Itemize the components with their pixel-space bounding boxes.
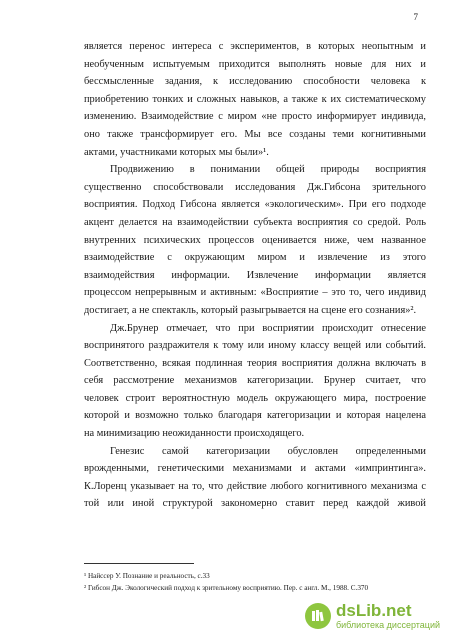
- text-line: на минимизацию неожиданности происходящего.: [84, 428, 305, 440]
- watermark: [305, 602, 440, 630]
- text-line: той или иной структурой закономерно ставит перед каждой живой: [84, 498, 426, 510]
- footnote-divider: [84, 563, 194, 564]
- text-line: процессом непрерывным и активным: «Восприятие – это то, чего индивид: [84, 287, 426, 299]
- footnote: ² Гибсон Дж. Экологический подход к зрительному восприятию. Пер. с англ. М., 1988. С.370: [84, 584, 369, 592]
- watermark-subtitle: библиотека диссертаций: [335, 620, 440, 630]
- text-line: воспринятого раздражителя к тому или иному классу вещей или событий.: [84, 340, 426, 352]
- watermark-brand: dsLib.net: [335, 601, 412, 620]
- footnotes: [84, 563, 426, 594]
- text-line: К.Лоренц указывает на то, что действие любого когнитивного механизма с: [84, 480, 426, 492]
- text-line: взаимодействия информации. Извлечение информации является: [84, 269, 426, 281]
- body-text: [84, 38, 426, 513]
- books-icon: [305, 603, 331, 629]
- paragraph-start-line: Продвижению в понимании общей природы восприятия: [110, 164, 426, 176]
- text-line: достигает, а не спектакль, который разыгрывается на сцене его сознания»².: [84, 304, 417, 316]
- text-line: взаимодействие с окружающим миром и извлечение из этого: [84, 252, 426, 264]
- paragraph-start-line: Генезис самой категоризации обусловлен определенными: [110, 445, 426, 457]
- text-line: актами, участниками которых мы были»¹.: [84, 146, 269, 158]
- text-line: изменению. Взаимодействие с миром «не просто информирует индивида,: [84, 111, 426, 123]
- text-line: себя рассмотрение механизмов категоризации. Брунер считает, что: [84, 375, 426, 387]
- text-line: является перенос интереса с экспериментов, в которых неопытным и: [84, 41, 426, 52]
- paragraph-start-line: Дж.Брунер отмечает, что при восприятии происходит отнесение: [110, 322, 426, 334]
- text-line: врожденными, генетическими механизмами и актами «импринтинга».: [84, 463, 426, 475]
- text-line: восприятия. Подход Гибсона является «экологическим». При его подходе: [84, 199, 426, 211]
- text-line: Соответственно, всякая подлинная теория восприятия должна включать в: [84, 357, 426, 369]
- footnote: ¹ Найссер У. Познание и реальность, с.33: [84, 572, 210, 580]
- text-line: внутренних психических процессов оценивается ниже, чем названное: [84, 234, 426, 246]
- text-line: которой и возможно только благодаря категоризации и которая нацелена: [84, 410, 426, 422]
- text-line: приобретению тонких и сложных навыков, а также к их систематическому: [84, 93, 426, 105]
- page-number: 7: [413, 12, 418, 22]
- text-line: бессмысленные задания, к исследованию способности человека к: [84, 76, 426, 88]
- text-line: существенно способствовали исследования Дж.Гибсона зрительного: [84, 181, 426, 193]
- text-line: оно также трансформирует его. Мы все созданы теми когнитивными: [84, 128, 426, 140]
- text-line: необученным испытуемым приходится выполнять новые для них и: [84, 58, 426, 70]
- text-line: человек строит вероятностную модель окружающего мира, построение: [84, 392, 426, 404]
- text-line: акцент делается на взаимодействии субъекта восприятия со средой. Роль: [84, 216, 426, 228]
